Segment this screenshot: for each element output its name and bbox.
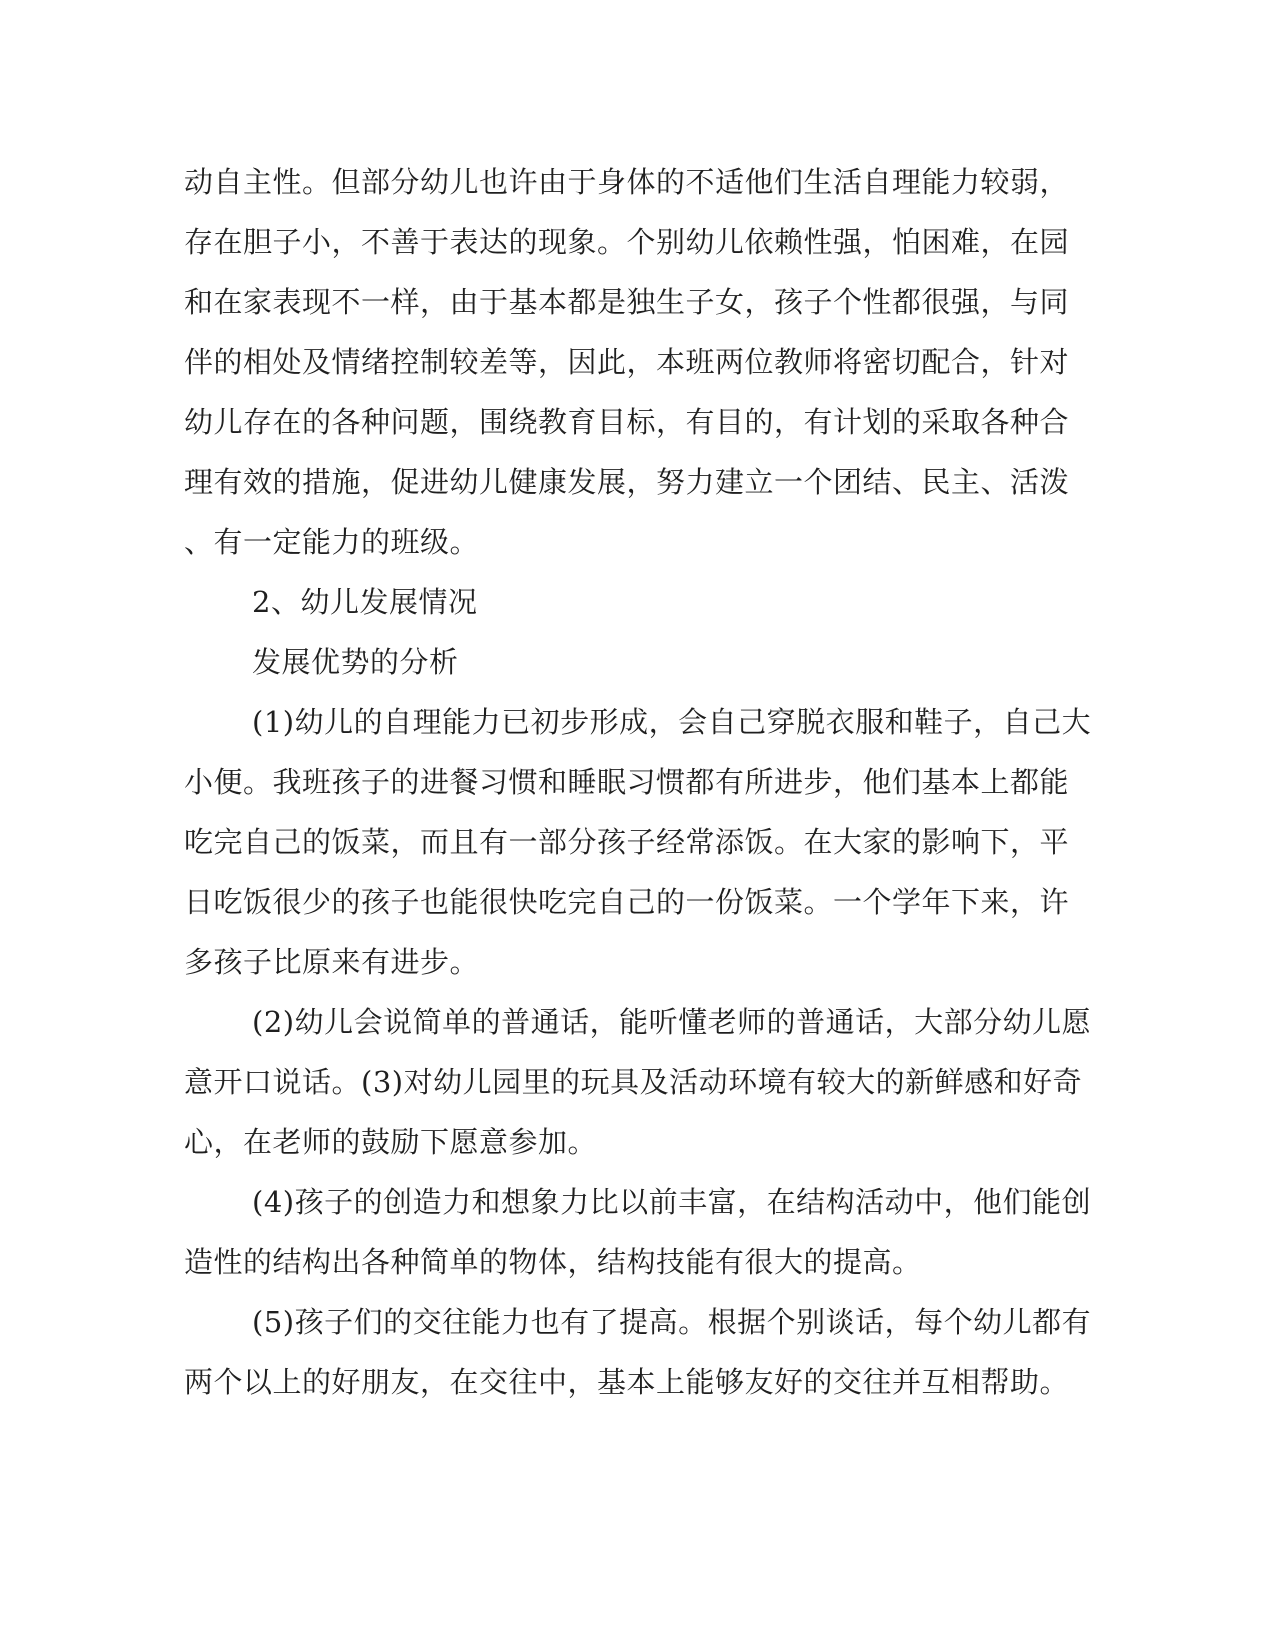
text-line: 、有一定能力的班级。 [184, 525, 480, 559]
text-line: 日吃饭很少的孩子也能很快吃完自己的一份饭菜。一个学年下来，许 [184, 885, 1070, 919]
subsection-heading: 发展优势的分析 [252, 645, 459, 679]
section-heading: 2、幼儿发展情况 [252, 585, 478, 619]
text-line: 心，在老师的鼓励下愿意参加。 [184, 1125, 598, 1159]
text-line: 理有效的措施，促进幼儿健康发展，努力建立一个团结、民主、活泼 [184, 465, 1070, 499]
text-line: 小便。我班孩子的进餐习惯和睡眠习惯都有所进步，他们基本上都能 [184, 765, 1070, 799]
text-line: 两个以上的好朋友，在交往中，基本上能够友好的交往并互相帮助。 [184, 1365, 1070, 1399]
text-line: 意开口说话。(3)对幼儿园里的玩具及活动环境有较大的新鲜感和好奇 [184, 1065, 1083, 1099]
text-line: (4)孩子的创造力和想象力比以前丰富，在结构活动中，他们能创 [252, 1185, 1092, 1219]
text-line: 动自主性。但部分幼儿也许由于身体的不适他们生活自理能力较弱， [184, 165, 1070, 199]
text-line: 多孩子比原来有进步。 [184, 945, 480, 979]
text-line: 吃完自己的饭菜，而且有一部分孩子经常添饭。在大家的影响下，平 [184, 825, 1070, 859]
text-line: 幼儿存在的各种问题，围绕教育目标，有目的，有计划的采取各种合 [184, 405, 1070, 439]
text-line: 和在家表现不一样，由于基本都是独生子女，孩子个性都很强，与同 [184, 285, 1070, 319]
text-line: 造性的结构出各种简单的物体，结构技能有很大的提高。 [184, 1245, 922, 1279]
text-line: (1)幼儿的自理能力已初步形成，会自己穿脱衣服和鞋子，自己大 [252, 705, 1092, 739]
text-line: (2)幼儿会说简单的普通话，能听懂老师的普通话，大部分幼儿愿 [252, 1005, 1092, 1039]
document-body [184, 152, 1092, 1412]
text-line: (5)孩子们的交往能力也有了提高。根据个别谈话，每个幼儿都有 [252, 1305, 1092, 1339]
text-line: 存在胆子小，不善于表达的现象。个别幼儿依赖性强，怕困难，在园 [184, 225, 1070, 259]
text-line: 伴的相处及情绪控制较差等，因此，本班两位教师将密切配合，针对 [184, 345, 1070, 379]
